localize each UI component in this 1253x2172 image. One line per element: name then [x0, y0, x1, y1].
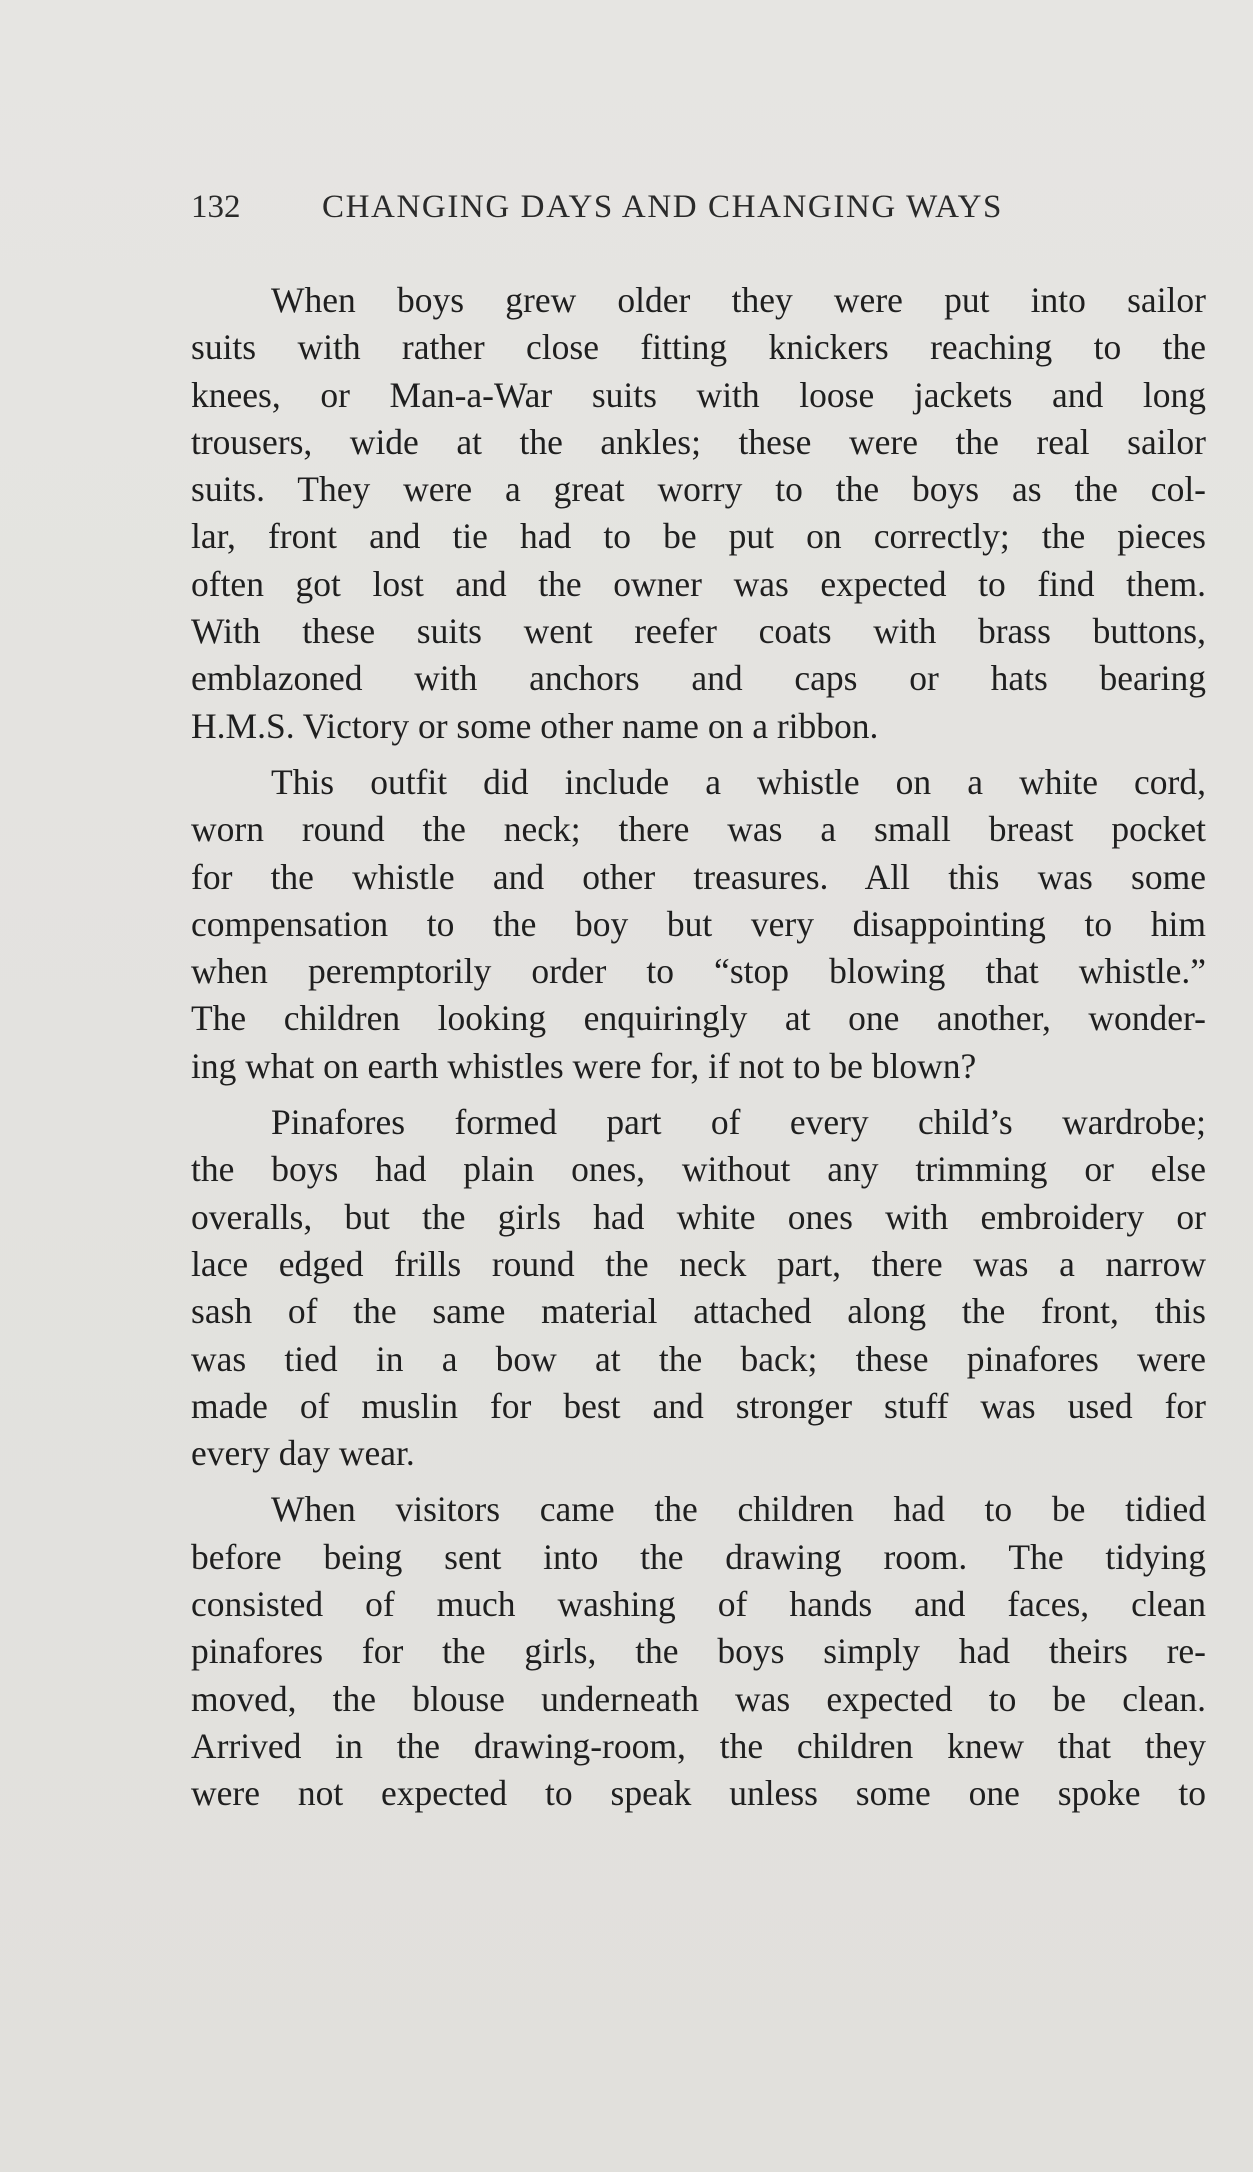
text-line: With these suits went reefer coats with brass buttons,	[191, 611, 1206, 652]
text-line: H.M.S. Victory or some other name on a ribbon.	[191, 705, 879, 746]
paragraph	[191, 277, 1206, 750]
text-line: trousers, wide at the ankles; these were the real sailor	[191, 421, 1206, 462]
text-line: suits. They were a great worry to the boys as the col-	[191, 469, 1206, 510]
text-line: The children looking enquiringly at one another, wonder-	[191, 998, 1206, 1039]
text-line: Arrived in the drawing-room, the children knew that they	[191, 1725, 1206, 1766]
text-line: were not expected to speak unless some one spoke to	[191, 1773, 1206, 1814]
text-line: worn round the neck; there was a small breast pocket	[191, 809, 1206, 850]
text-line: the boys had plain ones, without any trimming or else	[191, 1149, 1206, 1190]
text-line: This outfit did include a whistle on a white cord,	[271, 761, 1206, 802]
text-line: lar, front and tie had to be put on correctly; the pieces	[191, 516, 1206, 557]
text-line: suits with rather close fitting knickers reaching to the	[191, 327, 1206, 368]
paragraph	[191, 759, 1206, 1090]
text-line: When visitors came the children had to be tidied	[271, 1489, 1206, 1530]
text-line: overalls, but the girls had white ones with embroidery or	[191, 1196, 1206, 1237]
page-number: 132	[191, 189, 241, 225]
running-head	[191, 185, 1211, 229]
text-line: moved, the blouse underneath was expected to be clean.	[191, 1678, 1206, 1719]
text-line: knees, or Man-a-War suits with loose jackets and long	[191, 374, 1206, 415]
running-title: CHANGING DAYS AND CHANGING WAYS	[322, 189, 1003, 225]
text-line: Pinafores formed part of every child’s wardrobe;	[271, 1102, 1206, 1143]
text-line: often got lost and the owner was expected to find them.	[191, 563, 1206, 604]
text-line: pinafores for the girls, the boys simply had theirs re-	[191, 1631, 1206, 1672]
text-line: emblazoned with anchors and caps or hats bearing	[191, 658, 1206, 699]
text-line: before being sent into the drawing room. The tidying	[191, 1536, 1206, 1577]
text-line: for the whistle and other treasures. All this was some	[191, 856, 1206, 897]
text-line: when peremptorily order to “stop blowing that whistle.”	[191, 951, 1206, 992]
paragraph	[191, 1486, 1206, 1817]
text-line: lace edged frills round the neck part, there was a narrow	[191, 1243, 1206, 1284]
text-line: When boys grew older they were put into sailor	[271, 280, 1206, 320]
paragraph	[191, 1099, 1206, 1477]
text-line: consisted of much washing of hands and faces, clean	[191, 1584, 1206, 1625]
text-line: compensation to the boy but very disappointing to him	[191, 903, 1206, 944]
text-line: was tied in a bow at the back; these pinafores were	[191, 1338, 1206, 1379]
body-text	[191, 277, 1206, 1827]
text-line: sash of the same material attached along the front, this	[191, 1291, 1206, 1332]
text-line: ing what on earth whistles were for, if not to be blown?	[191, 1045, 977, 1086]
text-line: every day wear.	[191, 1433, 415, 1474]
text-line: made of muslin for best and stronger stuff was used for	[191, 1385, 1206, 1426]
